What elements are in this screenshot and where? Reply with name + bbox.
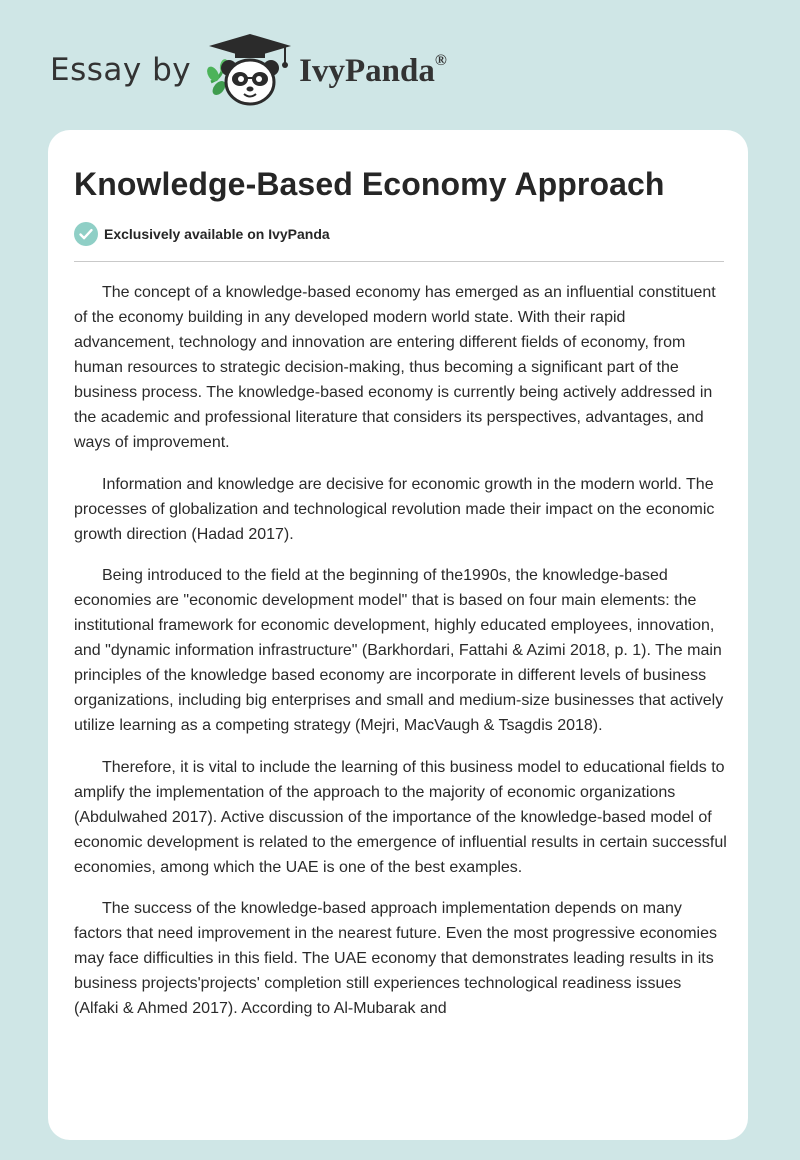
paragraph: Being introduced to the field at the beginning of the1990s, the knowledge-based economies are "economic development model" that is based on four main elements: the institutional framework for economic development, highly educated employees, innovation, and "dynamic information infrastructure" (Barkhordari, Fattahi & Azimi 2018, p. 1). The main principles of the knowledge based economy are incorporate in different levels of business organizations, including big enterprises and small and medium-size businesses that actively utilize learning as a competing strategy (Mejri, MacVaugh & Tsagdis 2018). — [74, 567, 724, 734]
paragraph: Information and knowledge are decisive for economic growth in the modern world. The processes of globalization and technological revolution made their impact on the economic growth direction (Hadad 2017). — [74, 475, 715, 543]
check-circle-icon — [74, 222, 98, 246]
panda-graduate-icon — [205, 30, 295, 110]
essay-body — [74, 280, 730, 1038]
paragraph: The success of the knowledge-based approach implementation depends on many factors that need improvement in the nearest future. Even the most progressive economies may face difficulties in this field. The UAE economy that demonstrates leading results in its business projects'projects' completion still experiences technological readiness issues (Alfaki & Ahmed 2017). According to Al-Mubarak and — [74, 900, 717, 1017]
badge-label: Exclusively available on IvyPanda — [104, 226, 330, 242]
essay-by-label: Essay by — [50, 52, 192, 88]
essay-card — [48, 130, 748, 1140]
trademark-symbol: ® — [434, 51, 447, 69]
exclusive-badge — [74, 222, 330, 246]
divider — [74, 261, 724, 262]
paragraph: Therefore, it is vital to include the learning of this business model to educational fields to amplify the implementation of the approach to the majority of economic organizations (Abdulwahed 2017). Active discussion of the importance of the knowledge-based model of economic development is related to the emergence of influential results in certain successful economies, among which the UAE is one of the best examples. — [74, 758, 727, 876]
page-title: Knowledge-Based Economy Approach — [74, 166, 665, 202]
paragraph: The concept of a knowledge-based economy has emerged as an influential constituent of the economy building in any developed modern world state. With their rapid advancement, technology and innovation are entering different fields of economy, from human resources to strategic decision-making, thus becoming a significant part of the business process. The knowledge-based economy is currently being actively addressed in the academic and professional literature that considers its perspectives, advantages, and ways of improvement. — [74, 284, 716, 451]
brand-name[interactable]: IvyPanda® — [299, 51, 447, 89]
site-header — [50, 30, 447, 110]
